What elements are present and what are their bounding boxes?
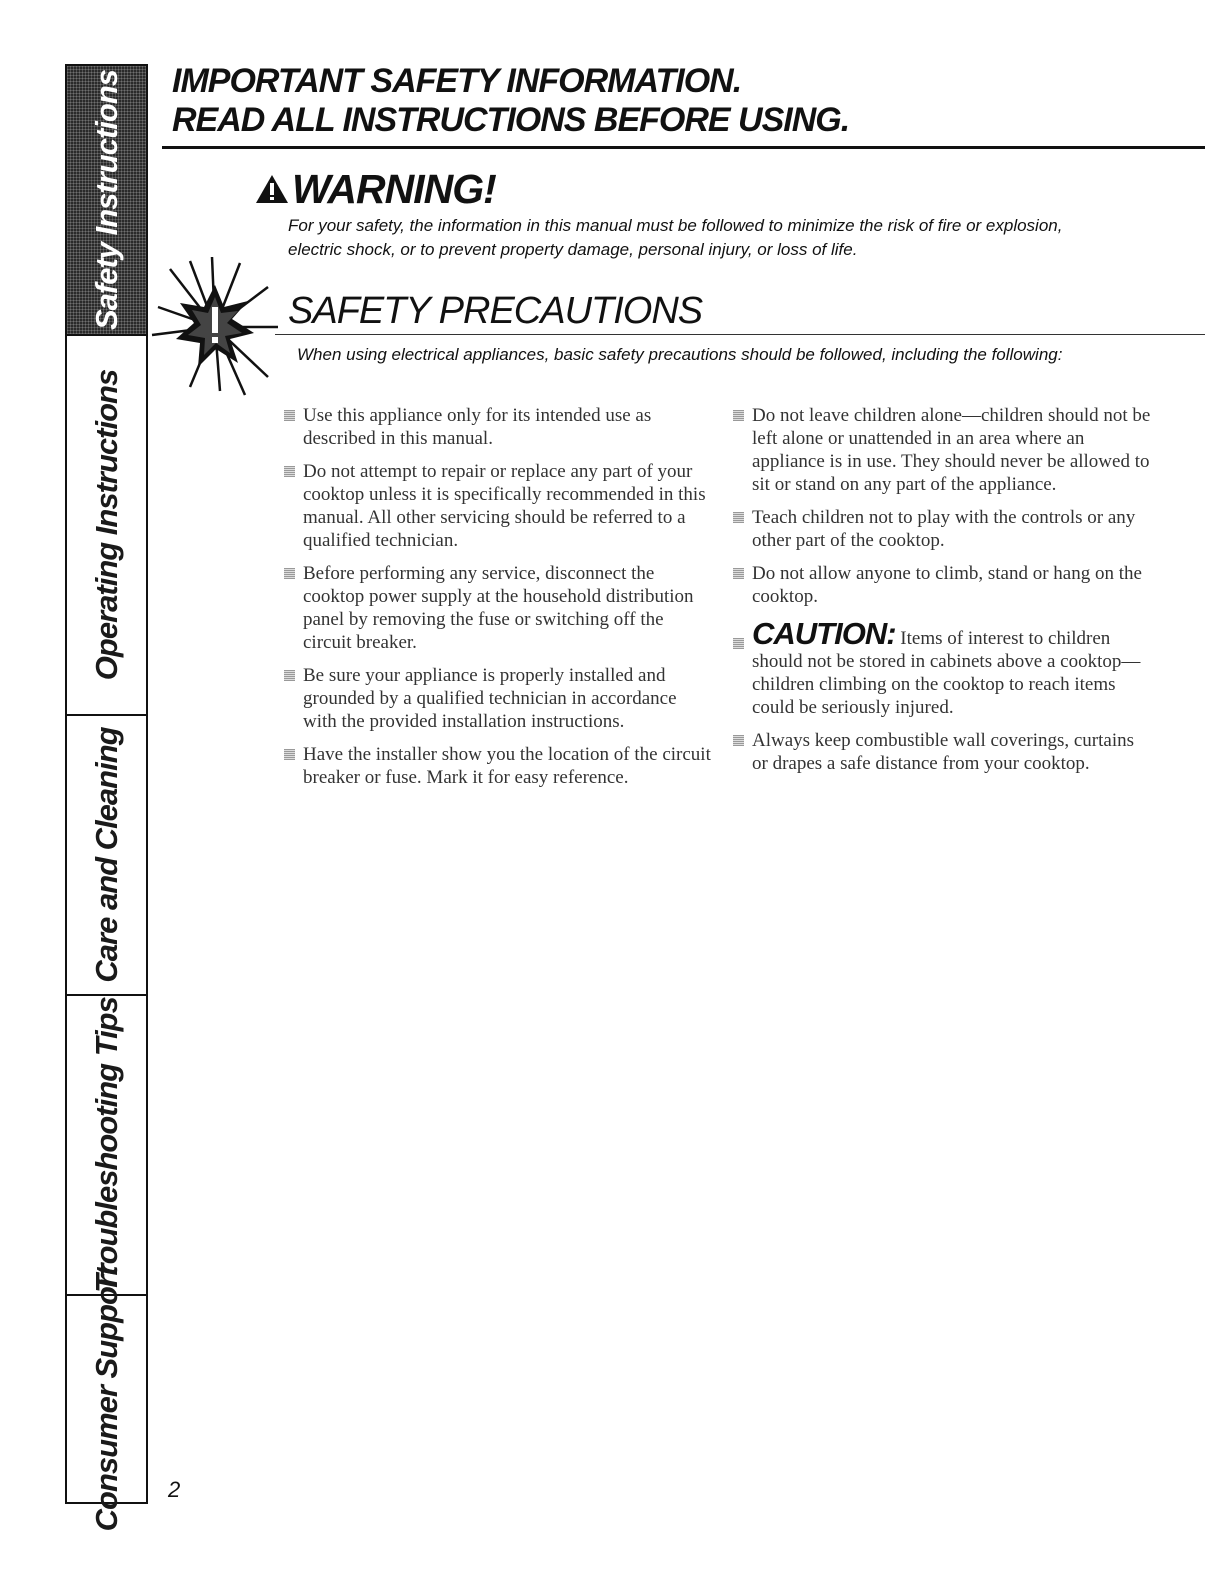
list-item-text: Be sure your appliance is properly installed and grounded by a qualified technician in accordance with the provided installation instructions. bbox=[303, 665, 677, 732]
starburst-alert-icon bbox=[150, 257, 280, 397]
bullet-icon bbox=[284, 670, 295, 681]
list-item-text: Have the installer show you the location of the circuit breaker or fuse. Mark it for easy reference. bbox=[303, 744, 711, 788]
tab-consumer-support[interactable] bbox=[67, 1266, 146, 1532]
list-item bbox=[733, 506, 1153, 552]
warning-triangle-icon bbox=[255, 174, 289, 204]
bullet-icon bbox=[733, 410, 744, 421]
precautions-right-column bbox=[733, 404, 1153, 785]
safety-precautions-title: SAFETY PRECAUTIONS bbox=[288, 290, 703, 332]
bullet-icon bbox=[284, 749, 295, 760]
tab-safety-instructions[interactable] bbox=[67, 66, 146, 336]
tab-operating-instructions[interactable] bbox=[67, 336, 146, 716]
bullet-icon bbox=[284, 466, 295, 477]
list-item-text: Do not leave children alone—children should not be left alone or unattended in an area where an appliance is in use. They should never be allowed to sit or stand on any part of the appliance. bbox=[752, 405, 1151, 495]
tab-label: Operating Instructions bbox=[88, 369, 124, 681]
bullet-icon bbox=[733, 638, 744, 649]
list-item bbox=[284, 743, 714, 789]
bullet-icon bbox=[733, 512, 744, 523]
list-item-text: Use this appliance only for its intended use as described in this manual. bbox=[303, 405, 652, 449]
bullet-icon bbox=[733, 568, 744, 579]
tab-care-and-cleaning[interactable] bbox=[67, 716, 146, 996]
list-item bbox=[733, 404, 1153, 496]
page-number: 2 bbox=[168, 1477, 181, 1502]
list-item-text: Do not allow anyone to climb, stand or hang on the cooktop. bbox=[752, 563, 1142, 607]
precautions-left-column bbox=[284, 404, 714, 799]
header-line-1: IMPORTANT SAFETY INFORMATION. bbox=[172, 62, 742, 100]
tab-troubleshooting-tips[interactable] bbox=[67, 996, 146, 1296]
list-item bbox=[284, 562, 714, 654]
bullet-icon bbox=[284, 410, 295, 421]
tab-label: Troubleshooting Tips bbox=[88, 997, 124, 1293]
list-item bbox=[284, 460, 714, 552]
list-item bbox=[733, 562, 1153, 608]
bullet-icon bbox=[284, 568, 295, 579]
caution-item bbox=[733, 616, 1153, 719]
bullet-icon bbox=[733, 735, 744, 746]
caution-text: Items of interest to children should not be stored in cabinets above a cooktop—children climbing on the cooktop to reach items could be seriously injured. bbox=[752, 628, 1141, 718]
tab-label: Care and Cleaning bbox=[88, 727, 124, 983]
tab-label: Consumer Support bbox=[88, 1266, 124, 1532]
list-item-text: Teach children not to play with the controls or any other part of the cooktop. bbox=[752, 507, 1136, 551]
list-item bbox=[284, 404, 714, 450]
header-line-2: READ ALL INSTRUCTIONS BEFORE USING. bbox=[172, 101, 850, 139]
tab-label: Safety Instructions bbox=[88, 69, 124, 331]
warning-title: WARNING! bbox=[292, 166, 496, 212]
caution-label: CAUTION: bbox=[752, 616, 896, 651]
list-item-text: Do not attempt to repair or replace any part of your cooktop unless it is specifically recommended in this manual. All other servicing should be referred to a qualified technician. bbox=[303, 461, 706, 551]
list-item bbox=[284, 664, 714, 733]
header-rule bbox=[162, 146, 1205, 149]
precautions-intro: When using electrical appliances, basic safety precautions should be followed, including the following: bbox=[297, 345, 1063, 364]
warning-body: For your safety, the information in this manual must be followed to minimize the risk of fire or explosion, electric shock, or to prevent property damage, personal injury, or loss of life. bbox=[288, 216, 1063, 259]
precautions-rule bbox=[275, 334, 1205, 335]
list-item-text: Before performing any service, disconnect the cooktop power supply at the household distribution panel by removing the fuse or switching off the circuit breaker. bbox=[303, 563, 694, 653]
list-item-text: Always keep combustible wall coverings, curtains or drapes a safe distance from your cooktop. bbox=[752, 730, 1135, 774]
section-tabs bbox=[65, 64, 148, 1532]
list-item bbox=[733, 729, 1153, 775]
